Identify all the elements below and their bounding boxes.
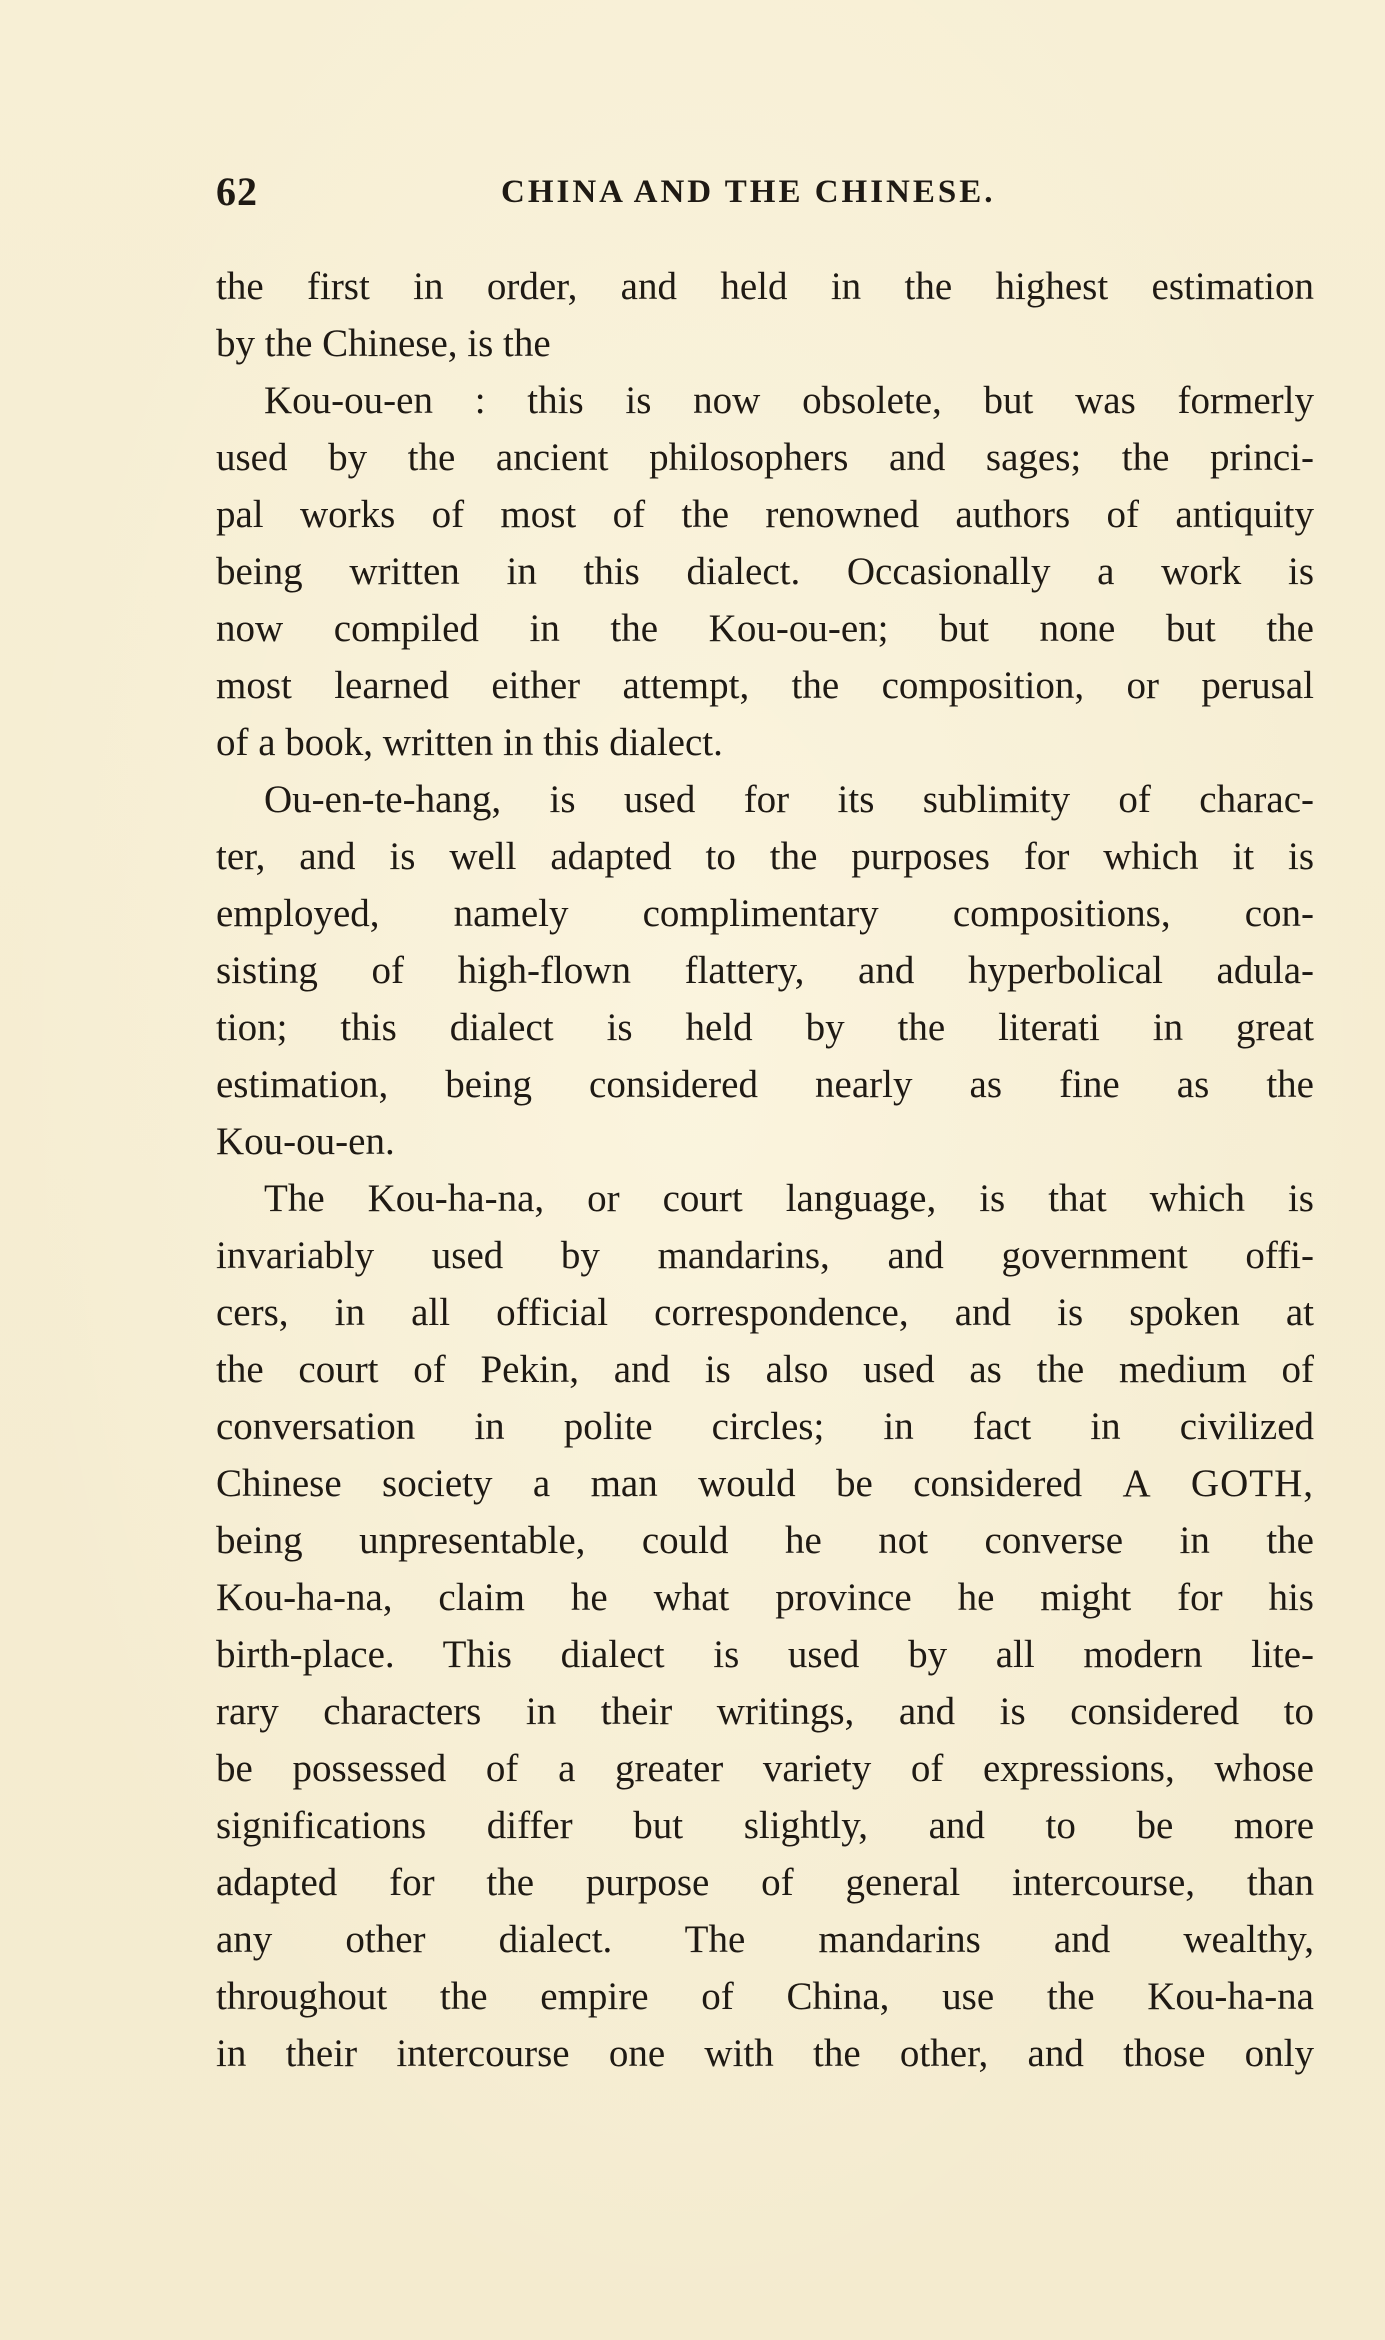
text-line: adapted for the purpose of general intercourse, than <box>216 1861 1314 1904</box>
text-line: Ou-en-te-hang, is used for its sublimity of charac- <box>264 778 1314 821</box>
text-line: Kou-ou-en. <box>216 1120 395 1163</box>
text-line: Kou-ou-en : this is now obsolete, but was formerly <box>264 379 1314 422</box>
page-number: 62 <box>216 169 258 214</box>
text-line: sisting of high-flown flattery, and hyperbolical adula- <box>216 949 1314 992</box>
text-line: in their intercourse one with the other, and those only <box>216 2032 1314 2075</box>
text-line: The Kou-ha-na, or court language, is that which is <box>264 1177 1314 1220</box>
text-line: the court of Pekin, and is also used as the medium of <box>216 1348 1314 1391</box>
text-line: being written in this dialect. Occasionally a work is <box>216 550 1314 593</box>
text-line: by the Chinese, is the <box>216 322 551 365</box>
text-line: throughout the empire of China, use the Kou-ha-na <box>216 1975 1314 2018</box>
text-line: pal works of most of the renowned authors of antiquity <box>216 493 1314 536</box>
text-line: the first in order, and held in the highest estimation <box>216 265 1314 308</box>
text-line: invariably used by mandarins, and government offi- <box>216 1234 1314 1277</box>
text-line-segment: Chinese society a man would be considered <box>216 1462 1123 1505</box>
text-line: Kou-ha-na, claim he what province he might for his <box>216 1576 1314 1619</box>
text-line: conversation in polite circles; in fact in civilized <box>216 1405 1314 1448</box>
body-text <box>216 258 1314 2082</box>
text-line: used by the ancient philosophers and sages; the princi- <box>216 436 1314 479</box>
text-line: be possessed of a greater variety of expressions, whose <box>216 1747 1314 1790</box>
text-line: rary characters in their writings, and is considered to <box>216 1690 1314 1733</box>
text-line: birth-place. This dialect is used by all modern lite- <box>216 1633 1314 1676</box>
page-header <box>216 168 1316 228</box>
text-line: ter, and is well adapted to the purposes for which it is <box>216 835 1314 878</box>
small-caps-phrase: A GOTH, <box>1122 1462 1314 1505</box>
text-line: now compiled in the Kou-ou-en; but none but the <box>216 607 1314 650</box>
text-line: any other dialect. The mandarins and wealthy, <box>216 1918 1314 1961</box>
text-line <box>216 1455 1314 1512</box>
text-line: employed, namely complimentary compositions, con- <box>216 892 1314 935</box>
text-line: of a book, written in this dialect. <box>216 721 723 764</box>
running-title: CHINA AND THE CHINESE. <box>501 174 996 210</box>
text-line: significations differ but slightly, and to be more <box>216 1804 1314 1847</box>
text-line: tion; this dialect is held by the literati in great <box>216 1006 1314 1049</box>
text-line: cers, in all official correspondence, and is spoken at <box>216 1291 1314 1334</box>
text-line: most learned either attempt, the composition, or perusal <box>216 664 1314 707</box>
text-line: estimation, being considered nearly as fine as the <box>216 1063 1314 1106</box>
text-line: being unpresentable, could he not converse in the <box>216 1519 1314 1562</box>
